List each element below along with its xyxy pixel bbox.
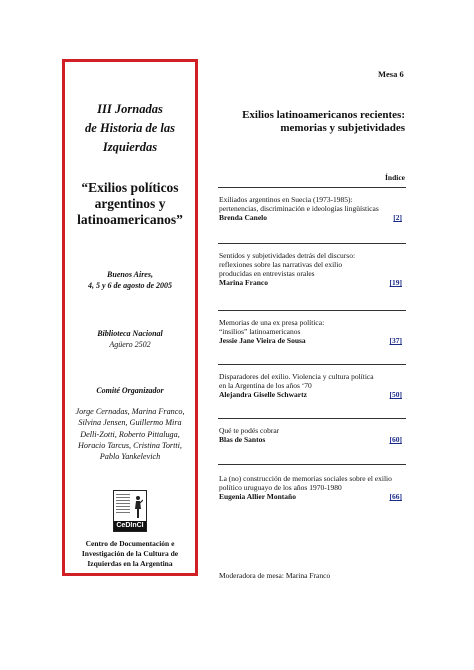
divider <box>218 418 406 419</box>
event-place <box>65 269 195 291</box>
event-venue <box>65 328 195 350</box>
entry-author: Eugenia Allier Montaño <box>219 492 296 501</box>
event-theme <box>65 180 195 228</box>
divider <box>218 364 406 365</box>
logo-text-lines <box>116 494 130 515</box>
entry-title-line: La (no) construcción de memorias sociales sobre el exilio <box>219 474 392 483</box>
committee-line: Jorge Cernadas, Marina Franco, <box>75 407 185 416</box>
event-title <box>65 100 195 157</box>
divider <box>218 310 406 311</box>
venue-address: Agüero 2502 <box>109 340 151 349</box>
entry-title-line: reflexiones sobre las narrativas del exilio <box>219 260 343 269</box>
index-entry[interactable] <box>219 251 405 287</box>
sidebar-frame <box>62 59 198 576</box>
institution-line: Izquierdas en la Argentina <box>87 559 173 568</box>
divider <box>218 187 406 188</box>
session-title-line: Exilios latinoamericanos recientes: <box>242 109 405 121</box>
institution-line: Investigación de la Cultura de <box>81 549 179 558</box>
entry-title-line: Disparadores del exilio. Violencia y cultura política <box>219 372 374 381</box>
index-entry[interactable] <box>219 195 405 222</box>
committee-line: Silvina Jensen, Guillermo Mira <box>78 418 182 428</box>
index-entry[interactable] <box>219 318 405 345</box>
moderator-note: Moderadora de mesa: Marina Franco <box>219 571 331 580</box>
session-label: Mesa 6 <box>378 69 404 79</box>
divider <box>218 243 406 244</box>
entry-title-line: Sentidos y subjetividades detrás del discurso: <box>219 251 356 260</box>
event-title-line: Izquierdas <box>102 140 158 154</box>
entry-title-line: Exiliados argentinos en Suecia (1973-1985): <box>219 195 353 204</box>
entry-title-line: en la Argentina de los años ‘70 <box>219 381 312 390</box>
event-theme-line: “Exilios políticos <box>81 180 179 195</box>
committee-line: Delli-Zotti, Roberto Pittaluga, <box>80 429 180 439</box>
logo-label: CeDInCI <box>114 521 146 531</box>
institution-name <box>65 539 195 569</box>
index-heading: Índice <box>384 173 405 182</box>
committee-heading: Comité Organizador <box>96 386 164 395</box>
entry-author: Blas de Santos <box>219 435 266 444</box>
event-title-line: de Historia de las <box>85 121 175 135</box>
entry-page-link[interactable]: [50] <box>389 390 402 399</box>
entry-author: Jessie Jane Vieira de Sousa <box>219 336 306 345</box>
entry-page-link[interactable]: [19] <box>389 278 402 287</box>
committee-list <box>69 406 191 462</box>
entry-title-line: producidas en entrevistas orales <box>219 269 315 278</box>
index-entry[interactable] <box>219 372 405 399</box>
entry-title-line: pertenencias, discriminación e ideologías lingüísticas <box>219 204 379 213</box>
event-title-line: III Jornadas <box>97 102 163 116</box>
session-title <box>220 109 405 135</box>
entry-title-line: Memorias de una ex presa política: <box>219 318 325 327</box>
entry-author: Brenda Canelo <box>219 213 267 222</box>
committee-line: Pablo Yankelevich <box>99 452 161 462</box>
index-entry[interactable] <box>219 474 405 501</box>
entry-page-link[interactable]: [2] <box>393 213 402 222</box>
entry-page-link[interactable]: [66] <box>389 492 402 501</box>
entry-author: Marina Franco <box>219 278 268 287</box>
index-entry[interactable] <box>219 426 405 444</box>
divider <box>218 464 406 465</box>
session-title-line: memorias y subjetividades <box>280 122 405 134</box>
entry-title-line: político uruguayo de los años 1970-1980 <box>219 483 342 492</box>
event-theme-line: latinoamericanos” <box>77 212 183 227</box>
committee-line: Horacio Tarcus, Cristina Tortti, <box>78 440 182 450</box>
entry-title-line: “insilios” latinoamericanos <box>219 327 301 336</box>
entry-title-line: Qué te podés cobrar <box>219 426 280 435</box>
event-place-line: Buenos Aires, <box>107 270 153 279</box>
entry-page-link[interactable]: [60] <box>389 435 402 444</box>
person-figure-icon <box>133 495 143 519</box>
event-place-line: 4, 5 y 6 de agosto de 2005 <box>88 281 172 290</box>
entry-author: Alejandra Giselle Schwartz <box>219 390 307 399</box>
institution-line: Centro de Documentación e <box>85 539 175 548</box>
cedinci-logo <box>113 490 147 532</box>
venue-name: Biblioteca Nacional <box>97 329 163 338</box>
entry-page-link[interactable]: [37] <box>389 336 402 345</box>
event-theme-line: argentinos y <box>94 196 166 211</box>
